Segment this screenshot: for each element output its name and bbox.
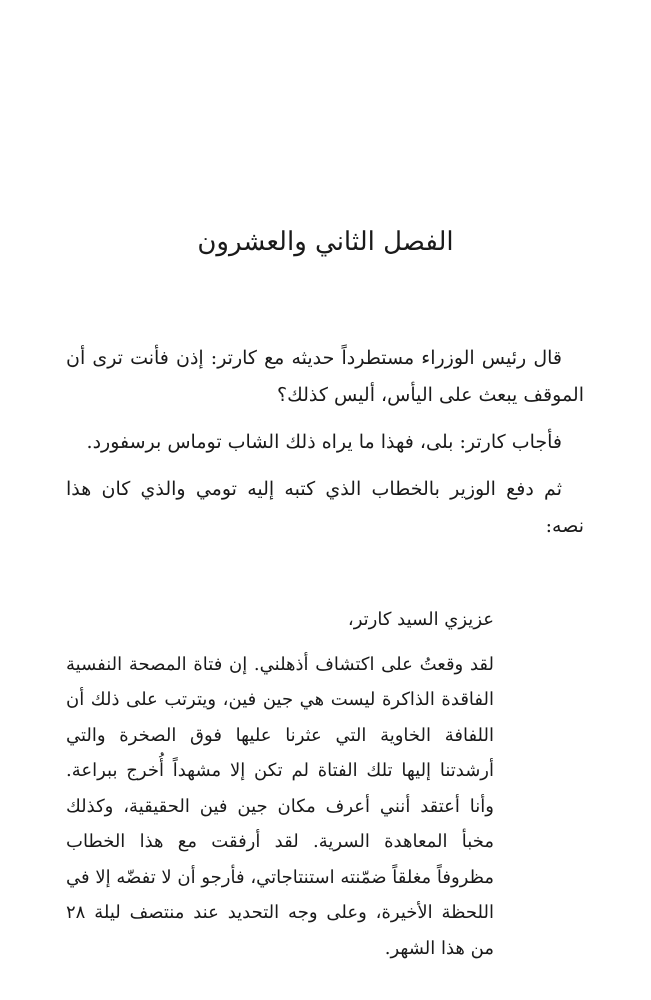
paragraph: ثم دفع الوزير بالخطاب الذي كتبه إليه تومي والذي كان هذا نصه:: [66, 478, 584, 537]
letter-body: لقد وقعتُ على اكتشاف أذهلني. إن فتاة المصحة النفسية الفاقدة الذاكرة ليست هي جين فين، ويترتب على ذلك أن اللفافة الخاوية التي عثرنا عليها فوق الصخرة والتي أرشدتنا إليها تلك الفتاة لم تكن إلا مشهداً أُخرج ببراعة. وأنا أعتقد أنني أعرف مكان جين فين الحقيقية، وكذلك مخبأ المعاهدة السرية. لقد أرفقت مع هذا الخطاب مظروفاً مغلقاً ضمّنته استنتاجاتي، فأرجو أن لا تفضّه إلا في اللحظة الأخيرة، وعلى وجه التحديد عند منتصف ليلة ٢٨ من هذا الشهر.: [66, 653, 494, 959]
paragraph: فأجاب كارتر: بلى، فهذا ما يراه ذلك الشاب توماس برسفورد.: [86, 431, 562, 453]
chapter-title: الفصل الثاني والعشرون: [197, 227, 454, 257]
letter-salutation: عزيزي السيد كارتر،: [347, 609, 494, 630]
narrative-text: [66, 340, 584, 555]
quoted-letter: [66, 602, 494, 966]
paragraph: قال رئيس الوزراء مستطرداً حديثه مع كارتر: إذن فأنت ترى أن الموقف يبعث على اليأس، أليس كذلك؟: [66, 347, 584, 406]
